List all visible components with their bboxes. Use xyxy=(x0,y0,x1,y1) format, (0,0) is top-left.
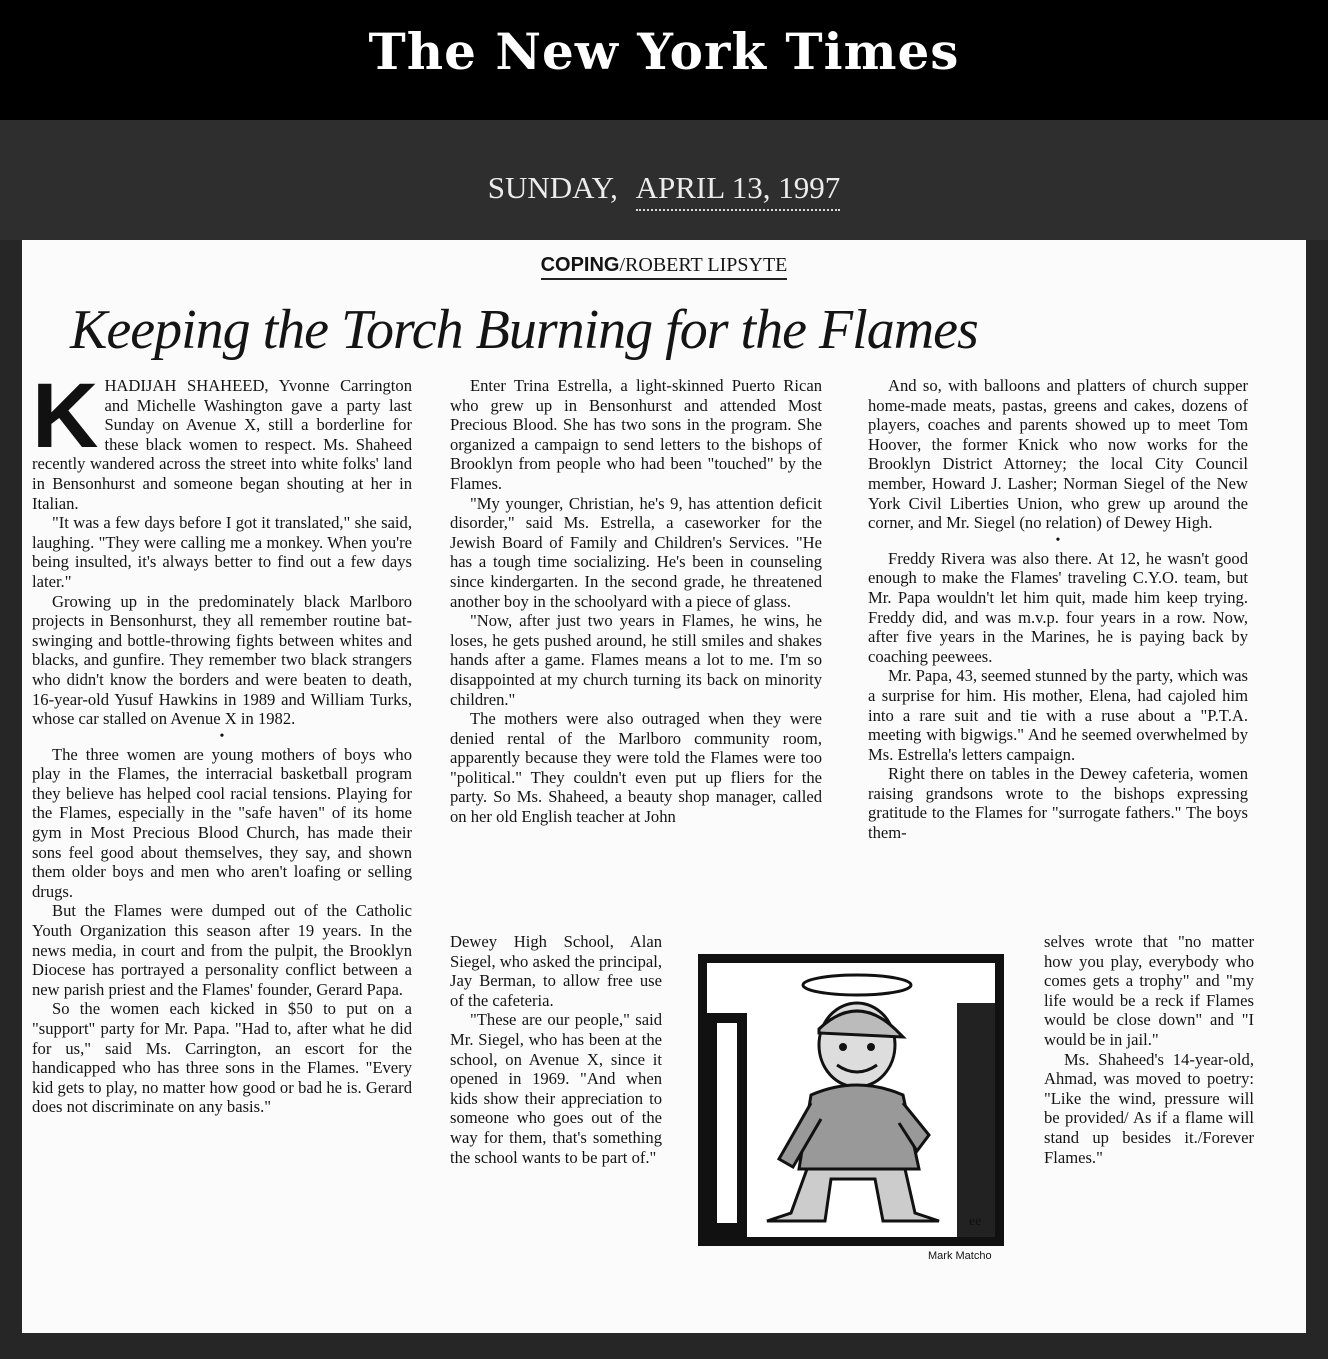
article-column-2 xyxy=(450,376,822,827)
article-column-1 xyxy=(32,365,412,1117)
paragraph: "Now, after just two years in Flames, he wins, he loses, he gets pushed around, he still smiles and shakes hands after a game. Flames means a lot to me. I'm so disappointed at my church turning its back on minority children." xyxy=(450,611,822,709)
headline: Keeping the Torch Burning for the Flames xyxy=(70,299,978,361)
kicker-section: COPING xyxy=(540,254,620,276)
article-column-3 xyxy=(868,376,1248,843)
paragraph: Dewey High School, Alan Siegel, who asked the principal, Jay Berman, to allow free use of the cafeteria. xyxy=(450,932,662,1010)
article-column-3-lower xyxy=(1044,932,1254,1167)
paragraph: "My younger, Christian, he's 9, has attention deficit disorder," said Ms. Estrella, a caseworker for the Jewish Board of Family and Children's Services. "He has a tough time socializing. He's been in counseling since kindergarten. In the second grade, he threatened another boy in the schoolyard with a piece of glass. xyxy=(450,493,822,611)
paragraph: So the women each kicked in $50 to put on a "support" party for Mr. Papa. "Had to, after what he did for us," said Ms. Carrington, an escort for the handicapped who has three sons in the Flames. "Every kid gets to play, no matter how good or bad he is. Gerard does not discriminate on any basis." xyxy=(32,999,412,1117)
paragraph: The three women are young mothers of boys who play in the Flames, the interracial basketball program they believe has helped cool racial tensions. Playing for the Flames, especially in the "safe haven" of its home gym in Most Precious Blood Church, has made their sons feel good about themselves, they say, and shown them older boys and men who aren't loafing or selling drugs. xyxy=(32,744,412,901)
paragraph: "It was a few days before I got it translated," she said, laughing. "They were calling me a monkey. When you're being insulted, it's always better to find out a few days later." xyxy=(32,513,412,591)
dateline xyxy=(0,170,1328,206)
section-bullet: • xyxy=(1055,532,1061,548)
cartoon-illustration xyxy=(698,954,1004,1246)
paragraph: Ms. Shaheed's 14-year-old, Ahmad, was moved to poetry: "Like the wind, pressure will be provided/ As if a flame will stand up besides it./Forever Flames." xyxy=(1044,1049,1254,1167)
svg-text:ee: ee xyxy=(969,1214,982,1229)
date-bar xyxy=(0,120,1328,240)
nyt-logo[interactable]: The New York Times xyxy=(368,22,960,81)
paragraph: The mothers were also outraged when they were denied rental of the Marlboro community room, apparently because they were told the Flames were too "political." They couldn't even put up fliers for the party. So Ms. Shaheed, a beauty shop manager, called on her old English teacher at John xyxy=(450,709,822,827)
drop-cap: K xyxy=(32,365,99,467)
illustration-credit: Mark Matcho xyxy=(928,1250,992,1262)
kicker-author: /ROBERT LIPSYTE xyxy=(619,254,788,276)
paragraph: selves wrote that "no matter how you play, everybody who comes gets a trophy" and "my life would be a reck if Flames would be close down" and "I would be in jail." xyxy=(1044,932,1254,1049)
paragraph: Enter Trina Estrella, a light-skinned Puerto Rican who grew up in Bensonhurst and attended Most Precious Blood. She has two sons in the program. She organized a campaign to send letters to the bishops of Brooklyn from people who had been "touched" by the Flames. xyxy=(450,376,822,493)
paragraph: Freddy Rivera was also there. At 12, he wasn't good enough to make the Flames' traveling C.Y.O. team, but Mr. Papa wouldn't let him quit, made him keep trying. Freddy did, and was m.v.p. four years in a row. Now, after five years in the Marines, he is paying back by coaching peewees. xyxy=(868,548,1248,666)
section-bullet: • xyxy=(219,728,225,744)
paragraph: Mr. Papa, 43, seemed stunned by the party, which was a surprise for him. His mother, Elena, had cajoled him into a rare suit and tie with a ruse about a "P.T.A. meeting with bigwigs." And he seemed overwhelmed by Ms. Estrella's letters campaign. xyxy=(868,666,1248,764)
dateline-date-link[interactable]: APRIL 13, 1997 xyxy=(636,170,841,211)
article-column-2-lower xyxy=(450,932,662,1167)
dateline-day: SUNDAY, xyxy=(487,170,618,205)
boy-with-halo-drawing xyxy=(707,963,995,1237)
paragraph: Growing up in the predominately black Marlboro projects in Bensonhurst, they all remember routine bat-swinging and bottle-throwing fights between whites and blacks, and gunfire. They remember two black strangers who didn't know the borders and were beaten to death, 16-year-old Yusuf Hawkins in 1989 and William Turks, whose car stalled on Avenue X in 1982. xyxy=(32,591,412,729)
column-kicker xyxy=(22,254,1306,277)
article-clipping xyxy=(22,240,1306,1333)
paragraph: And so, with balloons and platters of church supper home-made meats, pastas, greens and cakes, dozens of players, coaches and parents showed up to meet Tom Hoover, the former Knick who now works for the Brooklyn District Attorney; the local City Council member, Howard J. Lasher; Norman Siegel of the New York Civil Liberties Union, who grew up around the corner, and Mr. Siegel (no relation) of Dewey High. xyxy=(868,376,1248,533)
paragraph: KHADIJAH SHAHEED, Yvonne Carrington and Michelle Washington gave a party last Sunday on Avenue X, still a borderline for these black women to respect. Ms. Shaheed recently wandered across the street into white folks' land in Bensonhurst and someone began shouting at her in Italian. xyxy=(32,365,412,513)
masthead xyxy=(0,0,1328,120)
paragraph: But the Flames were dumped out of the Catholic Youth Organization this season after 19 years. In the news media, in court and from the pulpit, the Brooklyn Diocese has portrayed a personality conflict between a new parish priest and the Flames' founder, Gerard Papa. xyxy=(32,901,412,999)
paragraph: "These are our people," said Mr. Siegel, who has been at the school, on Avenue X, since it opened in 1969. "And when kids show their appreciation to someone who goes out of the way for them, that's something the school wants to be part of." xyxy=(450,1010,662,1167)
paragraph: Right there on tables in the Dewey cafeteria, women raising grandsons wrote to the bishops expressing gratitude to the Flames for "surrogate fathers." The boys them- xyxy=(868,764,1248,843)
